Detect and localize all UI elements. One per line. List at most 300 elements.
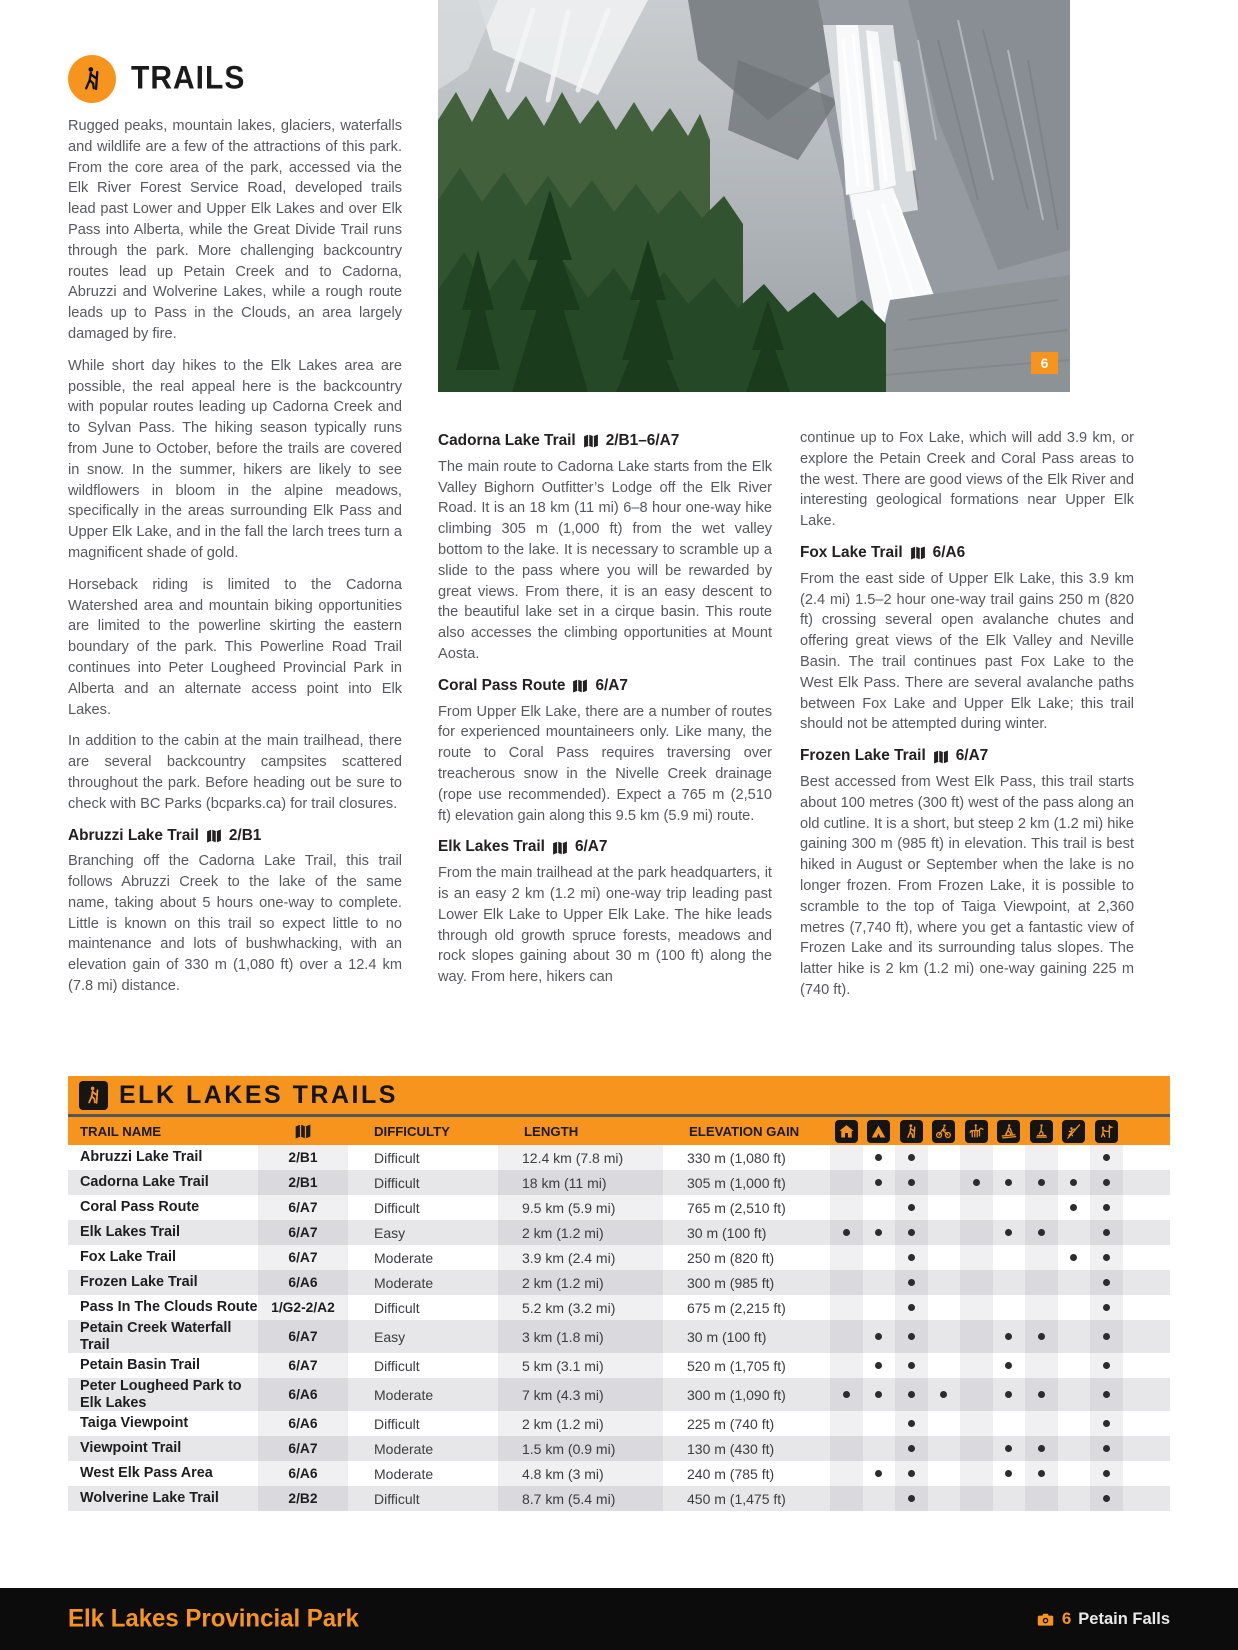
hiking-cell xyxy=(895,1353,928,1378)
feature-dot xyxy=(875,1362,882,1369)
cross-country-skiing-cell xyxy=(993,1170,1026,1195)
column-header-viewpoint xyxy=(1090,1117,1123,1145)
trail-name-cell: Taiga Viewpoint xyxy=(80,1415,189,1432)
trail-name-cell: Petain Basin Trail xyxy=(80,1357,200,1374)
table-body xyxy=(68,1145,1170,1511)
climbing-cell xyxy=(1058,1461,1091,1486)
snowshoeing-cell xyxy=(1025,1270,1058,1295)
feature-dot xyxy=(1103,1304,1110,1311)
viewpoint-cell xyxy=(1090,1170,1123,1195)
feature-dot xyxy=(1005,1445,1012,1452)
row-spacer xyxy=(1123,1295,1171,1320)
hiking-cell xyxy=(895,1295,928,1320)
feature-dot xyxy=(908,1204,915,1211)
horseback-riding-cell xyxy=(960,1436,993,1461)
table-row xyxy=(68,1353,1170,1378)
table-row xyxy=(68,1195,1170,1220)
elevation-gain-cell: 675 m (2,215 ft) xyxy=(687,1299,786,1316)
viewpoint-cell xyxy=(1090,1436,1123,1461)
climbing-cell xyxy=(1058,1320,1091,1353)
difficulty-cell: Difficult xyxy=(374,1149,420,1166)
trail-map-ref: 2/B1 xyxy=(228,826,262,844)
trail-name-cell: Viewpoint Trail xyxy=(80,1440,182,1457)
trail-name-cell: Frozen Lake Trail xyxy=(80,1274,198,1291)
cross-country-skiing-cell xyxy=(993,1436,1026,1461)
horseback-riding-cell xyxy=(960,1320,993,1353)
map-ref-cell: 2/B1 xyxy=(258,1145,348,1170)
snowshoeing-cell xyxy=(1025,1411,1058,1436)
camping-cell xyxy=(863,1378,896,1411)
column-header-hiking xyxy=(895,1117,928,1145)
viewpoint-cell xyxy=(1090,1195,1123,1220)
continuation-paragraph: continue up to Fox Lake, which will add 3.9 km, or explore the Petain Creek and Coral Pass areas to the west. There are good views of the Elk River and interesting geological formations near Upper Elk Lake. xyxy=(800,430,1134,530)
horseback-riding-cell xyxy=(960,1353,993,1378)
feature-dot xyxy=(908,1154,915,1161)
trail-section-title: Abruzzi Lake Trail xyxy=(68,826,199,844)
map-ref-cell: 6/A7 xyxy=(258,1195,348,1220)
length-cell: 2 km (1.2 mi) xyxy=(498,1220,663,1245)
elevation-gain-cell: 305 m (1,000 ft) xyxy=(687,1174,786,1191)
cabin-cell xyxy=(830,1170,863,1195)
viewpoint-cell xyxy=(1090,1411,1123,1436)
climbing-cell xyxy=(1058,1378,1091,1411)
trail-section-title: Fox Lake Trail xyxy=(800,543,903,561)
feature-dot xyxy=(1103,1179,1110,1186)
difficulty-cell: Difficult xyxy=(374,1299,420,1316)
cabin-cell xyxy=(830,1436,863,1461)
trail-map-ref: 6/A7 xyxy=(574,838,608,856)
snowshoeing-cell xyxy=(1025,1220,1058,1245)
feature-dot xyxy=(843,1391,850,1398)
trail-section-heading xyxy=(800,543,1134,564)
camping-cell xyxy=(863,1145,896,1170)
feature-dot xyxy=(1103,1279,1110,1286)
difficulty-cell: Difficult xyxy=(374,1174,420,1191)
hiking-icon xyxy=(900,1120,923,1143)
mountain-biking-cell xyxy=(928,1170,961,1195)
feature-dot xyxy=(1103,1420,1110,1427)
map-icon xyxy=(551,840,569,856)
row-spacer xyxy=(1123,1320,1171,1353)
cross-country-skiing-cell xyxy=(993,1220,1026,1245)
viewpoint-cell xyxy=(1090,1320,1123,1353)
footer-park-name: Elk Lakes Provincial Park xyxy=(68,1604,359,1633)
cabin-cell xyxy=(830,1295,863,1320)
camping-cell xyxy=(863,1411,896,1436)
length-cell: 2 km (1.2 mi) xyxy=(498,1270,663,1295)
viewpoint-cell xyxy=(1090,1486,1123,1511)
cabin-cell xyxy=(830,1320,863,1353)
row-spacer xyxy=(1123,1195,1171,1220)
column-right xyxy=(800,428,1134,1012)
elevation-gain-cell: 30 m (100 ft) xyxy=(687,1328,767,1345)
difficulty-cell: Moderate xyxy=(374,1249,434,1266)
map-ref-cell: 2/B1 xyxy=(258,1170,348,1195)
horseback-riding-icon xyxy=(965,1120,988,1143)
camping-cell xyxy=(863,1270,896,1295)
map-icon xyxy=(258,1117,348,1145)
map-icon xyxy=(582,433,600,449)
column-left xyxy=(68,116,402,1008)
feature-dot xyxy=(908,1279,915,1286)
climbing-cell xyxy=(1058,1353,1091,1378)
map-icon xyxy=(932,749,950,765)
mountain-biking-cell xyxy=(928,1461,961,1486)
viewpoint-cell xyxy=(1090,1295,1123,1320)
elevation-gain-cell: 300 m (1,090 ft) xyxy=(687,1386,786,1403)
table-row xyxy=(68,1320,1170,1353)
page-title: TRAILS xyxy=(131,60,246,97)
horseback-riding-cell xyxy=(960,1461,993,1486)
feature-dot xyxy=(908,1254,915,1261)
camping-cell xyxy=(863,1295,896,1320)
trail-section-body: From Upper Elk Lake, there are a number of routes for experienced mountaineers only. Like many, the route to Coral Pass requires traversing over treacherous snow in the Nivelle Creek drainage (rope use recommended). Expect a 765 m (2,510 ft) elevation gain along this 9.5 km (5.9 mi) route. xyxy=(438,703,772,824)
feature-dot xyxy=(1103,1391,1110,1398)
difficulty-cell: Easy xyxy=(374,1224,406,1241)
camping-cell xyxy=(863,1170,896,1195)
feature-dot xyxy=(940,1391,947,1398)
cross-country-skiing-icon xyxy=(997,1120,1020,1143)
mountain-biking-cell xyxy=(928,1245,961,1270)
snowshoeing-cell xyxy=(1025,1353,1058,1378)
trail-section-title: Coral Pass Route xyxy=(438,676,566,694)
viewpoint-cell xyxy=(1090,1270,1123,1295)
feature-dot xyxy=(908,1495,915,1502)
hiking-cell xyxy=(895,1270,928,1295)
map-icon xyxy=(205,828,223,844)
horseback-riding-cell xyxy=(960,1295,993,1320)
trail-map-ref: 6/A7 xyxy=(595,676,628,694)
difficulty-cell: Moderate xyxy=(374,1386,434,1403)
mountain-biking-cell xyxy=(928,1486,961,1511)
length-cell: 7 km (4.3 mi) xyxy=(498,1378,663,1411)
viewpoint-cell xyxy=(1090,1145,1123,1170)
elevation-gain-cell: 250 m (820 ft) xyxy=(687,1249,775,1266)
trail-map-ref: 2/B1–6/A7 xyxy=(605,432,680,449)
feature-dot xyxy=(1070,1254,1077,1261)
mountain-biking-icon xyxy=(932,1120,955,1143)
cabin-cell xyxy=(830,1195,863,1220)
photo-number-badge: 6 xyxy=(1031,352,1058,374)
camping-cell xyxy=(863,1245,896,1270)
hiking-cell xyxy=(895,1195,928,1220)
cabin-cell xyxy=(830,1245,863,1270)
elevation-gain-cell: 765 m (2,510 ft) xyxy=(687,1199,786,1216)
hiking-cell xyxy=(895,1145,928,1170)
trail-section-body: Best accessed from West Elk Pass, this trail starts about 100 metres (300 ft) west of the pass along an old cutline. It is a short, but steep 2 km (1.2 mi) hike gaining 300 m (985 ft) in elevation. This trail is best hiked in August or September when the lake is no longer frozen. From Frozen Lake, it is possible to scramble to the top of Taiga Viewpoint, at 2,360 metres (7,740 ft), where you get a fantastic view of Frozen Lake and its surrounding talus slopes. The latter hike is 2 km (1.2 mi) one-way gaining 225 m (740 ft). xyxy=(800,773,1134,998)
difficulty-cell: Moderate xyxy=(374,1440,434,1457)
camping-cell xyxy=(863,1320,896,1353)
cabin-cell xyxy=(830,1378,863,1411)
trail-map-ref: 6/A7 xyxy=(955,747,989,765)
camping-cell xyxy=(863,1486,896,1511)
intro-paragraph: Rugged peaks, mountain lakes, glaciers, waterfalls and wildlife are a few of the attractions of this park. From the core area of the park, accessed via the Elk River Forest Service Road, developed trails lead past Lower and Upper Elk Lakes and over Elk Pass into Alberta, while the Great Divide Trail runs through the park. More challenging backcountry routes lead up Petain Creek and to Cadorna, Abruzzi and Wolverine Lakes, while a rough route leads up to Pass in the Clouds, an area largely damaged by fire. xyxy=(68,118,402,342)
cross-country-skiing-cell xyxy=(993,1378,1026,1411)
climbing-cell xyxy=(1058,1436,1091,1461)
horseback-riding-cell xyxy=(960,1220,993,1245)
trail-section-body: Branching off the Cadorna Lake Trail, this trail follows Abruzzi Creek to the lake of the same name, taking about 5 hours one-way to complete. Little is known on this trail so expect little to no maintenance and lots of bushwhacking, with an elevation gain of 330 m (1,080 ft) over a 12.4 km (7.8 mi) distance. xyxy=(68,853,402,995)
cabin-cell xyxy=(830,1353,863,1378)
column-header-camping xyxy=(863,1117,896,1145)
cross-country-skiing-cell xyxy=(993,1295,1026,1320)
length-cell: 9.5 km (5.9 mi) xyxy=(498,1195,663,1220)
length-cell: 3.9 km (2.4 mi) xyxy=(498,1245,663,1270)
feature-dot xyxy=(875,1333,882,1340)
viewpoint-cell xyxy=(1090,1245,1123,1270)
feature-dot xyxy=(1038,1179,1045,1186)
mountain-biking-cell xyxy=(928,1320,961,1353)
cross-country-skiing-cell xyxy=(993,1320,1026,1353)
table-title: ELK LAKES TRAILS xyxy=(119,1080,398,1109)
map-ref-cell: 6/A7 xyxy=(258,1245,348,1270)
feature-dot xyxy=(1038,1445,1045,1452)
trail-section-heading xyxy=(800,746,1134,767)
feature-dot xyxy=(1005,1179,1012,1186)
feature-dot xyxy=(875,1229,882,1236)
snowshoeing-cell xyxy=(1025,1295,1058,1320)
feature-dot xyxy=(1103,1229,1110,1236)
cabin-cell xyxy=(830,1145,863,1170)
difficulty-cell: Moderate xyxy=(374,1465,434,1482)
trail-section-heading xyxy=(438,676,772,697)
trail-section-body: From the main trailhead at the park headquarters, it is an easy 2 km (1.2 mi) one-way trip leading past Lower Elk Lake to Upper Elk Lake. The hike leads through old growth spruce forests, meadows and rock slopes gaining about 30 m (100 ft) along the way. From here, hikers can xyxy=(438,865,772,986)
map-icon xyxy=(909,545,927,561)
elk-lakes-trails-table xyxy=(68,1076,1170,1511)
feature-dot xyxy=(1103,1204,1110,1211)
feature-dot xyxy=(1038,1470,1045,1477)
map-ref-cell: 6/A6 xyxy=(258,1270,348,1295)
row-spacer xyxy=(1123,1245,1171,1270)
cross-country-skiing-cell xyxy=(993,1486,1026,1511)
feature-dot xyxy=(1070,1179,1077,1186)
row-spacer xyxy=(1123,1378,1171,1411)
feature-dot xyxy=(1103,1254,1110,1261)
horseback-riding-cell xyxy=(960,1411,993,1436)
snowshoeing-cell xyxy=(1025,1320,1058,1353)
hiker-icon xyxy=(68,55,116,103)
length-cell: 2 km (1.2 mi) xyxy=(498,1411,663,1436)
trail-section-title: Elk Lakes Trail xyxy=(438,838,545,856)
feature-dot xyxy=(1038,1333,1045,1340)
snowshoeing-cell xyxy=(1025,1245,1058,1270)
map-ref-cell: 2/B2 xyxy=(258,1486,348,1511)
column-header-mountain-biking xyxy=(928,1117,961,1145)
intro-paragraph: While short day hikes to the Elk Lakes area are possible, the real appeal here is the backcountry with popular routes leading up Cadorna Creek and to Sylvan Pass. The hiking season typically runs from June to October, before the trails are covered in snow. In the summer, hikers are likely to see wildflowers in bloom in the alpine meadows, specifically in the areas surrounding Elk Pass and Upper Elk Lake, and in the fall the larch trees turn a magnificent shade of gold. xyxy=(68,357,402,561)
trail-section-heading xyxy=(68,826,402,847)
column-header-length: LENGTH xyxy=(524,1123,579,1139)
map-ref-cell: 1/G2-2/A2 xyxy=(258,1295,348,1320)
feature-dot xyxy=(843,1229,850,1236)
row-spacer xyxy=(1123,1486,1171,1511)
camping-icon xyxy=(867,1120,890,1143)
elevation-gain-cell: 240 m (785 ft) xyxy=(687,1465,775,1482)
climbing-cell xyxy=(1058,1245,1091,1270)
trail-section-heading xyxy=(438,837,772,858)
horseback-riding-cell xyxy=(960,1145,993,1170)
viewpoint-cell xyxy=(1090,1461,1123,1486)
map-ref-cell: 6/A6 xyxy=(258,1411,348,1436)
cabin-cell xyxy=(830,1486,863,1511)
column-header-difficulty: DIFFICULTY xyxy=(374,1123,450,1139)
row-spacer xyxy=(1123,1220,1171,1245)
feature-dot xyxy=(1038,1229,1045,1236)
trail-name-cell: Fox Lake Trail xyxy=(80,1249,176,1266)
row-spacer xyxy=(1123,1270,1171,1295)
header-spacer xyxy=(1123,1117,1171,1145)
intro-paragraph: Horseback riding is limited to the Cadorna Watershed area and mountain biking opportunities are limited to the powerline skirting the eastern boundary of the park. This Powerline Road Trail continues into Peter Lougheed Provincial Park in Alberta and an alternate access point into Elk Lakes. xyxy=(68,576,402,718)
length-cell: 18 km (11 mi) xyxy=(498,1170,663,1195)
elevation-gain-cell: 300 m (985 ft) xyxy=(687,1274,775,1291)
feature-dot xyxy=(1103,1362,1110,1369)
length-cell: 12.4 km (7.8 mi) xyxy=(498,1145,663,1170)
trail-section-title: Cadorna Lake Trail xyxy=(438,432,576,449)
feature-dot xyxy=(908,1470,915,1477)
cross-country-skiing-cell xyxy=(993,1270,1026,1295)
table-row xyxy=(68,1170,1170,1195)
feature-dot xyxy=(908,1333,915,1340)
difficulty-cell: Easy xyxy=(374,1328,406,1345)
hiking-cell xyxy=(895,1436,928,1461)
map-ref-cell: 6/A7 xyxy=(258,1320,348,1353)
table-title-bar xyxy=(68,1076,1170,1117)
map-ref-cell: 6/A7 xyxy=(258,1220,348,1245)
trail-name-cell: Wolverine Lake Trail xyxy=(80,1490,219,1507)
table-row xyxy=(68,1436,1170,1461)
camping-cell xyxy=(863,1353,896,1378)
trail-name-cell: Elk Lakes Trail xyxy=(80,1224,180,1241)
feature-dot xyxy=(1005,1362,1012,1369)
climbing-cell xyxy=(1058,1195,1091,1220)
feature-dot xyxy=(908,1362,915,1369)
row-spacer xyxy=(1123,1436,1171,1461)
trail-map-ref: 6/A6 xyxy=(932,543,966,561)
row-spacer xyxy=(1123,1461,1171,1486)
table-row xyxy=(68,1461,1170,1486)
cabin-cell xyxy=(830,1270,863,1295)
viewpoint-cell xyxy=(1090,1220,1123,1245)
map-ref-cell: 6/A6 xyxy=(258,1378,348,1411)
viewpoint-icon xyxy=(1095,1120,1118,1143)
mountain-biking-cell xyxy=(928,1436,961,1461)
climbing-cell xyxy=(1058,1145,1091,1170)
horseback-riding-cell xyxy=(960,1486,993,1511)
feature-dot xyxy=(1070,1204,1077,1211)
difficulty-cell: Difficult xyxy=(374,1415,420,1432)
hiking-cell xyxy=(895,1461,928,1486)
petain-falls-photo xyxy=(438,0,1070,392)
climbing-icon xyxy=(1062,1120,1085,1143)
feature-dot xyxy=(1005,1229,1012,1236)
climbing-cell xyxy=(1058,1220,1091,1245)
viewpoint-cell xyxy=(1090,1353,1123,1378)
feature-dot xyxy=(908,1420,915,1427)
horseback-riding-cell xyxy=(960,1270,993,1295)
elevation-gain-cell: 130 m (430 ft) xyxy=(687,1440,775,1457)
table-row xyxy=(68,1270,1170,1295)
row-spacer xyxy=(1123,1170,1171,1195)
column-middle xyxy=(438,428,772,999)
snowshoeing-cell xyxy=(1025,1170,1058,1195)
cross-country-skiing-cell xyxy=(993,1245,1026,1270)
mountain-biking-cell xyxy=(928,1378,961,1411)
feature-dot xyxy=(875,1391,882,1398)
footer-photo-credit xyxy=(1036,1609,1170,1629)
column-header-trail-name: TRAIL NAME xyxy=(80,1123,162,1139)
climbing-cell xyxy=(1058,1270,1091,1295)
length-cell: 5.2 km (3.2 mi) xyxy=(498,1295,663,1320)
waterfall-illustration xyxy=(438,0,1070,392)
cross-country-skiing-cell xyxy=(993,1353,1026,1378)
snowshoeing-cell xyxy=(1025,1436,1058,1461)
table-row xyxy=(68,1295,1170,1320)
horseback-riding-cell xyxy=(960,1378,993,1411)
feature-dot xyxy=(1103,1445,1110,1452)
length-cell: 5 km (3.1 mi) xyxy=(498,1353,663,1378)
cabin-cell xyxy=(830,1220,863,1245)
feature-dot xyxy=(908,1229,915,1236)
intro-paragraph: In addition to the cabin at the main trailhead, there are several backcountry campsites scattered throughout the park. Before heading out be sure to check with BC Parks (bcparks.ca) for trail closures. xyxy=(68,733,402,812)
trail-name-cell: Cadorna Lake Trail xyxy=(80,1174,209,1191)
trail-section-body: The main route to Cadorna Lake starts from the Elk Valley Bighorn Outfitter’s Lodge off the Elk River Road. It is an 18 km (11 mi) 6–8 hour one-way hike climbing 305 m (1,000 ft) from the wet valley bottom to the lake. It is necessary to scramble up a slide to the pass where you will be rewarded by great views. From there, it is an easy descent to the beautiful lake set in a cirque basin. This route also accesses the climbing opportunities at Mount Aosta. xyxy=(438,458,772,662)
snowshoeing-cell xyxy=(1025,1145,1058,1170)
difficulty-cell: Moderate xyxy=(374,1274,434,1291)
camping-cell xyxy=(863,1195,896,1220)
table-row xyxy=(68,1245,1170,1270)
column-header-climbing xyxy=(1058,1117,1091,1145)
trail-name-cell: Coral Pass Route xyxy=(80,1199,200,1216)
feature-dot xyxy=(908,1304,915,1311)
feature-dot xyxy=(875,1470,882,1477)
cross-country-skiing-cell xyxy=(993,1195,1026,1220)
length-cell: 4.8 km (3 mi) xyxy=(498,1461,663,1486)
horseback-riding-cell xyxy=(960,1195,993,1220)
column-header-horseback-riding xyxy=(960,1117,993,1145)
trail-name-cell: West Elk Pass Area xyxy=(80,1465,213,1482)
row-spacer xyxy=(1123,1353,1171,1378)
column-header-elevation-gain: ELEVATION GAIN xyxy=(689,1123,800,1139)
horseback-riding-cell xyxy=(960,1170,993,1195)
camera-icon xyxy=(1036,1611,1055,1628)
snowshoeing-cell xyxy=(1025,1461,1058,1486)
trail-section-heading xyxy=(438,431,772,452)
hiking-cell xyxy=(895,1378,928,1411)
column-header-cabin xyxy=(830,1117,863,1145)
table-header-row xyxy=(68,1117,1170,1145)
map-ref-cell: 6/A6 xyxy=(258,1461,348,1486)
snowshoeing-icon xyxy=(1030,1120,1053,1143)
column-header-cross-country-skiing xyxy=(993,1117,1026,1145)
trail-name-cell: Peter Lougheed Park to Elk Lakes xyxy=(80,1378,242,1411)
difficulty-cell: Difficult xyxy=(374,1490,420,1507)
feature-dot xyxy=(1103,1154,1110,1161)
mountain-biking-cell xyxy=(928,1220,961,1245)
cross-country-skiing-cell xyxy=(993,1411,1026,1436)
mountain-biking-cell xyxy=(928,1270,961,1295)
cabin-icon xyxy=(835,1120,858,1143)
table-row xyxy=(68,1145,1170,1170)
mountain-biking-cell xyxy=(928,1353,961,1378)
climbing-cell xyxy=(1058,1170,1091,1195)
hikers-icon xyxy=(79,1081,108,1110)
map-icon xyxy=(571,678,589,694)
cross-country-skiing-cell xyxy=(993,1145,1026,1170)
snowshoeing-cell xyxy=(1025,1486,1058,1511)
feature-dot xyxy=(1005,1391,1012,1398)
difficulty-cell: Difficult xyxy=(374,1357,420,1374)
cabin-cell xyxy=(830,1411,863,1436)
mountain-biking-cell xyxy=(928,1145,961,1170)
camping-cell xyxy=(863,1461,896,1486)
